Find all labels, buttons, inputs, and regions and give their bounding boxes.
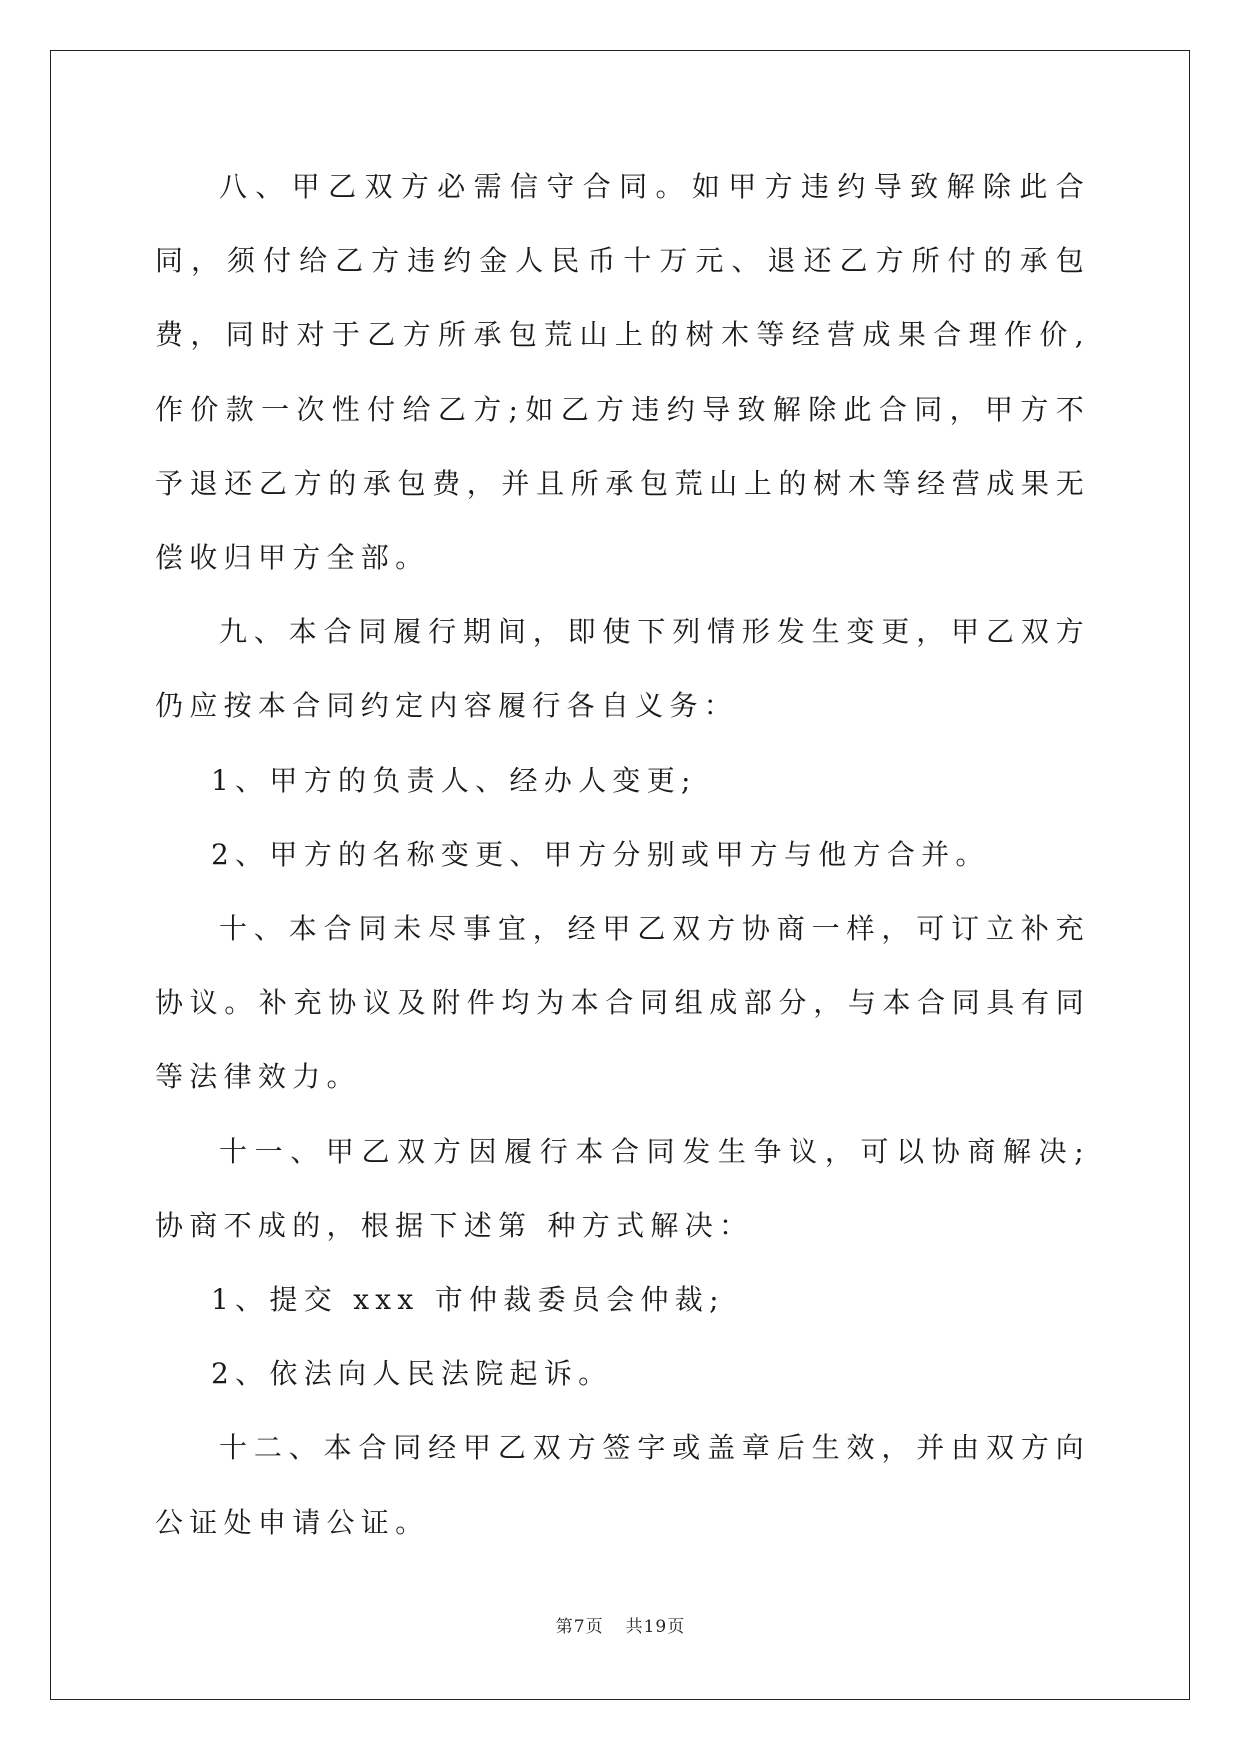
page-footer bbox=[0, 1612, 1241, 1637]
paragraph-clause-8: 八、甲乙双方必需信守合同。如甲方违约导致解除此合同，须付给乙方违约金人民币十万元、退还乙方所付的承包费，同时对于乙方所承包荒山上的树木等经营成果合理作价,作价款一次性付给乙方;如乙方违约导致解除此合同，甲方不予退还乙方的承包费，并且所承包荒山上的树木等经营成果无偿收归甲方全部。 bbox=[155, 170, 1090, 575]
page-number-total: 共19页 bbox=[625, 1617, 686, 1637]
list-item-9-2: 2、甲方的名称变更、甲方分别或甲方与他方合并。 bbox=[211, 837, 990, 871]
paragraph-clause-10: 十、本合同未尽事宜，经甲乙双方协商一样，可订立补充协议。补充协议及附件均为本合同组成部分，与本合同具有同等法律效力。 bbox=[155, 912, 1090, 1094]
paragraph-clause-12: 十二、本合同经甲乙双方签字或盖章后生效，并由双方向公证处申请公证。 bbox=[155, 1431, 1090, 1539]
paragraph-clause-11: 十一、甲乙双方因履行本合同发生争议，可以协商解决;协商不成的，根据下述第 种方式解决： bbox=[155, 1134, 1090, 1242]
page-number-current: 第7页 bbox=[555, 1617, 604, 1637]
document-body bbox=[155, 150, 1090, 1560]
paragraph-clause-9: 九、本合同履行期间，即使下列情形发生变更，甲乙双方仍应按本合同约定内容履行各自义务： bbox=[155, 615, 1090, 723]
list-item-9-1: 1、甲方的负责人、经办人变更; bbox=[211, 763, 697, 797]
list-item-11-2: 2、依法向人民法院起诉。 bbox=[211, 1357, 613, 1391]
list-item-11-1: 1、提交 xxx 市仲裁委员会仲裁; bbox=[211, 1283, 725, 1317]
